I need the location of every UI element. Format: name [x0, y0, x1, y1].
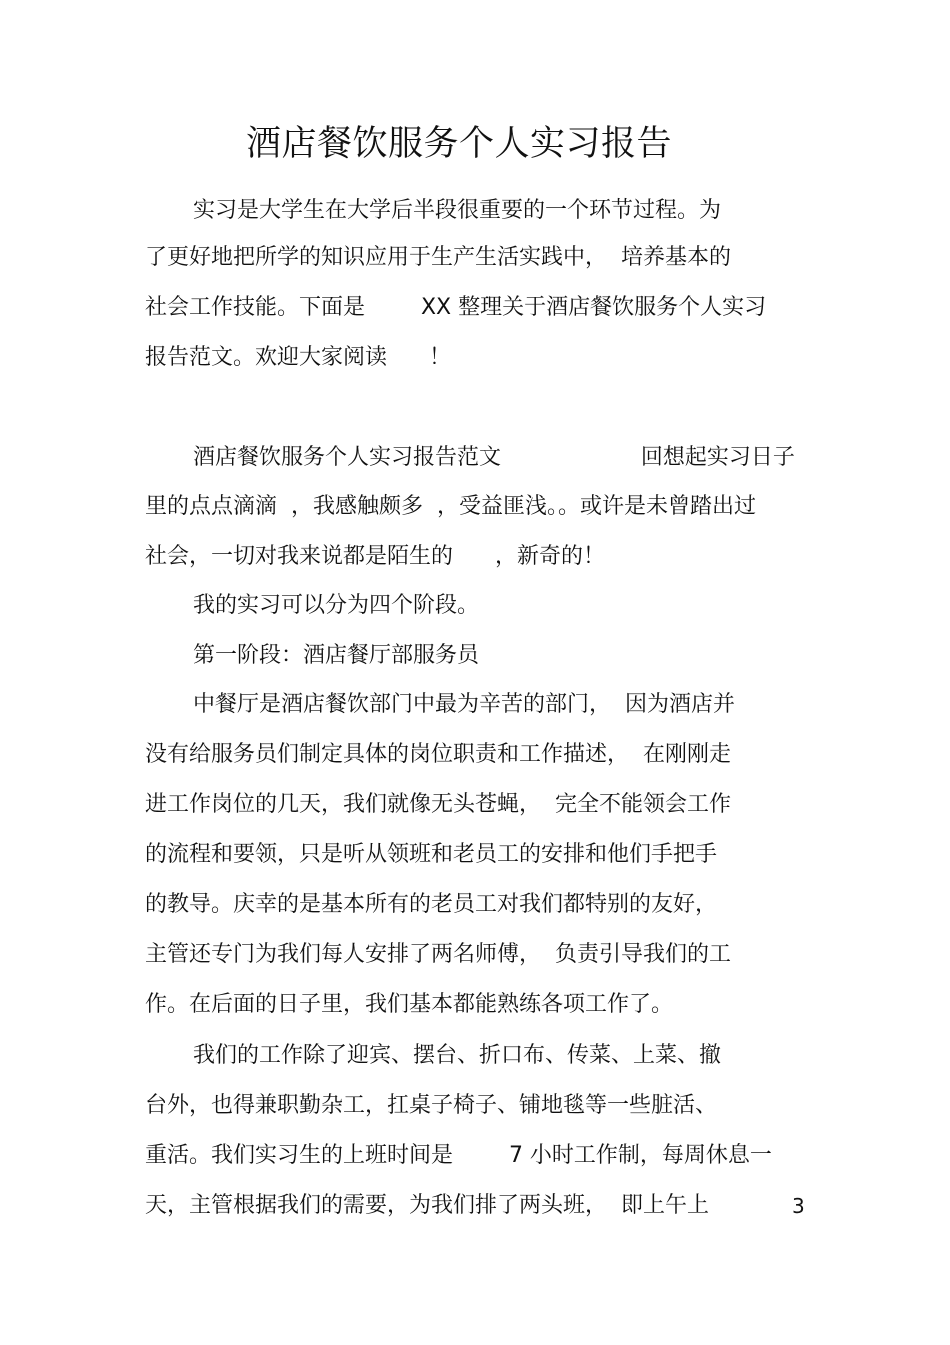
paragraph-line: 主管还专门为我们每人安排了两名师傅， 负责引导我们的工 [145, 942, 731, 967]
paragraph-line: 里的点点滴滴 ，我感触颇多 ，受益匪浅。。或许是未曾踏出过 [145, 494, 756, 519]
paragraph-line: 天，主管根据我们的需要，为我们排了两头班， 即上午上 [145, 1193, 709, 1218]
paragraph-line: 酒店餐饮服务个人实习报告范文 回想起实习日子 [193, 445, 795, 470]
document-title: 酒店餐饮服务个人实习报告 [245, 124, 672, 164]
paragraph-line: 的教导。庆幸的是基本所有的老员工对我们都特别的友好， [145, 892, 718, 917]
paragraph-line: 台外，也得兼职勤杂工，扛桌子椅子、铺地毯等一些脏活、 [145, 1093, 718, 1118]
paragraph-line: 作。在后面的日子里，我们基本都能熟练各项工作了。 [145, 992, 674, 1017]
paragraph-line: 进工作岗位的几天，我们就像无头苍蝇， 完全不能领会工作 [145, 792, 731, 817]
paragraph-line: 我的实习可以分为四个阶段。 [193, 593, 480, 618]
paragraph-line: 社会，一切对我来说都是陌生的 ，新奇的！ [145, 544, 605, 569]
section-heading: 第一阶段：酒店餐厅部服务员 [193, 643, 480, 668]
paragraph-line: 社会工作技能。下面是 XX 整理关于酒店餐饮服务个人实习 [145, 295, 767, 320]
paragraph-line: 我们的工作除了迎宾、摆台、折口布、传菜、上菜、撤 [193, 1043, 722, 1068]
paragraph-line: 实习是大学生在大学后半段很重要的一个环节过程。为 [193, 198, 722, 223]
page-number: 3 [792, 1194, 805, 1218]
paragraph-line: 了更好地把所学的知识应用于生产生活实践中， 培养基本的 [145, 245, 731, 270]
paragraph-line: 重活。我们实习生的上班时间是 7 小时工作制，每周休息一 [145, 1143, 772, 1168]
paragraph-line: 报告范文。欢迎大家阅读 ！ [145, 345, 451, 370]
paragraph-line: 中餐厅是酒店餐饮部门中最为辛苦的部门， 因为酒店并 [193, 692, 735, 717]
paragraph-line: 没有给服务员们制定具体的岗位职责和工作描述， 在刚刚走 [145, 742, 731, 767]
paragraph-line: 的流程和要领，只是听从领班和老员工的安排和他们手把手 [145, 842, 718, 867]
